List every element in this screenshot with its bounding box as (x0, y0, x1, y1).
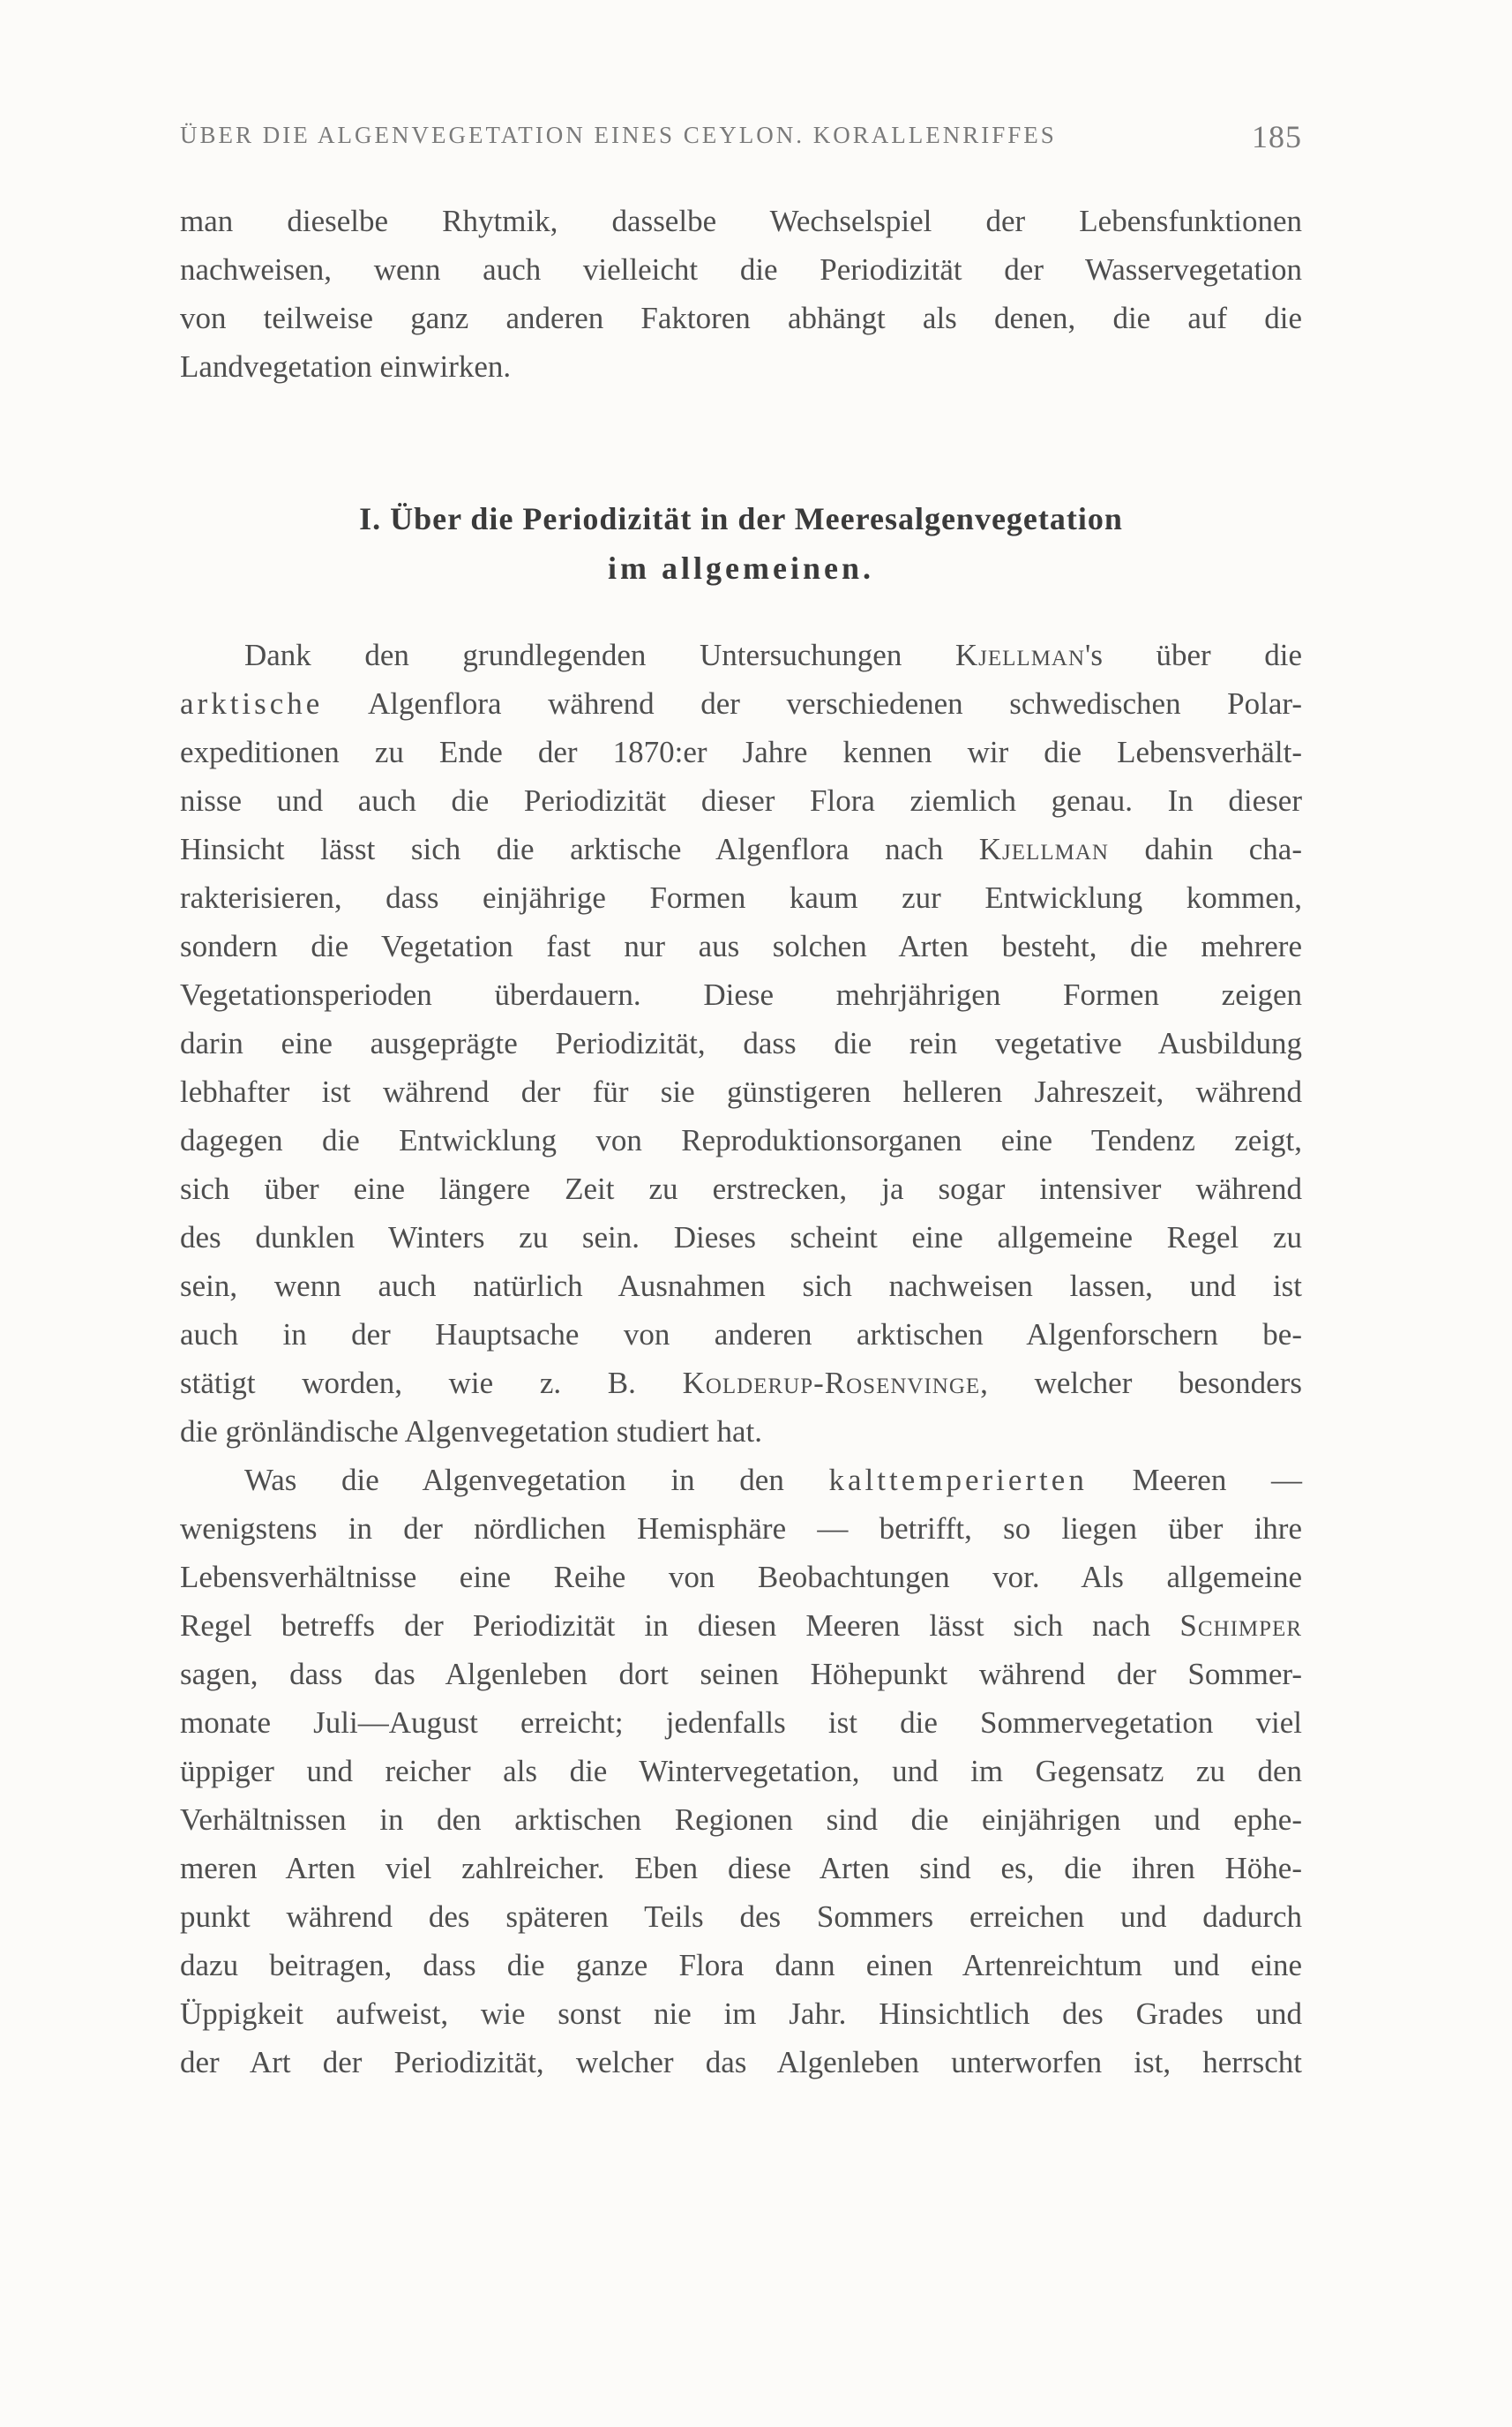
text-line: man dieselbe Rhytmik, dasselbe Wechselspiel der Lebensfunktionen (180, 204, 1302, 238)
text-line: Landvegetation einwirken. (180, 349, 512, 384)
text-line (244, 1458, 1302, 1502)
text-line: darin eine ausgeprägte Periodizität, dass die rein vegetative Ausbildung (180, 1026, 1302, 1060)
text-line: rakterisieren, dass einjährige Formen kaum zur Entwicklung kommen, (180, 880, 1302, 915)
text-line: nachweisen, wenn auch vielleicht die Periodizität der Wasservegetation (180, 252, 1302, 287)
text-line: sagen, dass das Algenleben dort seinen Höhepunkt während der Sommer- (180, 1657, 1302, 1691)
author-name: Kjellman (954, 638, 1086, 672)
author-name: Kolderup-Rosenvinge (682, 1366, 981, 1400)
text-line: der Art der Periodizität, welcher das Algenleben unterworfen ist, herrscht (180, 2045, 1302, 2079)
text-line: Vegetationsperioden überdauern. Diese mehrjährigen Formen zeigen (180, 978, 1302, 1012)
author-name: Kjellman (978, 832, 1109, 866)
text-line: dagegen die Entwicklung von Reproduktionsorganen eine Tendenz zeigt, (180, 1123, 1302, 1157)
text-line: lebhafter ist während der für sie günstigeren helleren Jahreszeit, während (180, 1075, 1302, 1109)
text-line: dazu beitragen, dass die ganze Flora dann einen Artenreichtum und eine (180, 1948, 1302, 1982)
text-line: nisse und auch die Periodizität dieser Flora ziemlich genau. In dieser (180, 783, 1302, 818)
text-run: Meeren — (1087, 1463, 1302, 1497)
text-run: dahin cha- (1108, 832, 1302, 866)
section-heading-line-2: im allgemeinen. (608, 551, 874, 586)
text-line: von teilweise ganz anderen Faktoren abhängt als denen, die auf die (180, 301, 1302, 335)
text-line: auch in der Hauptsache von anderen arktischen Algenforschern be- (180, 1317, 1302, 1352)
text-run: Regel betreffs der Periodizität in diesen Meeren lässt sich nach (180, 1608, 1180, 1643)
running-head (180, 119, 1302, 161)
text-line: Verhältnissen in den arktischen Regionen sind die einjährigen und ephe- (180, 1802, 1302, 1837)
text-line: punkt während des späteren Teils des Sommers erreichen und dadurch (180, 1899, 1302, 1934)
spaced-word: arktische (180, 686, 324, 721)
text-line: Üppigkeit aufweist, wie sonst nie im Jahr. Hinsichtlich des Grades und (180, 1996, 1302, 2031)
text-line: die grönländische Algenvegetation studiert hat. (180, 1414, 762, 1449)
text-line: sich über eine längere Zeit zu erstrecken, ja sogar intensiver während (180, 1172, 1302, 1206)
page-number: 185 (1252, 119, 1302, 154)
running-head-title: ÜBER DIE ALGENVEGETATION EINES CEYLON. KORALLENRIFFES (180, 122, 1057, 148)
text-line (180, 682, 1302, 726)
text-line: üppiger und reicher als die Wintervegetation, und im Gegensatz zu den (180, 1754, 1302, 1788)
text-line (180, 1361, 1302, 1405)
text-line: des dunklen Winters zu sein. Dieses scheint eine allgemeine Regel zu (180, 1220, 1302, 1255)
text-line: sein, wenn auch natürlich Ausnahmen sich nachweisen lassen, und ist (180, 1269, 1302, 1303)
author-name: Schimper (1179, 1608, 1302, 1643)
text-run: Was die Algenvegetation in den (244, 1463, 829, 1497)
text-line: sondern die Vegetation fast nur aus solchen Arten besteht, die mehrere (180, 929, 1302, 963)
text-run: Algenflora während der verschiedenen schwedischen Polar- (323, 686, 1302, 721)
text-run: 's über die (1085, 638, 1302, 672)
text-run: Hinsicht lässt sich die arktische Algenflora nach (180, 832, 979, 866)
section-heading-line-1: I. Über die Periodizität in der Meeresalgenvegetation (359, 501, 1123, 536)
text-line: Lebensverhältnisse eine Reihe von Beobachtungen vor. Als allgemeine (180, 1560, 1302, 1594)
text-line (244, 633, 1302, 678)
text-line: wenigstens in der nördlichen Hemisphäre — betrifft, so liegen über ihre (180, 1511, 1302, 1546)
text-line: meren Arten viel zahlreicher. Eben diese Arten sind es, die ihren Höhe- (180, 1851, 1302, 1885)
text-line: monate Juli—August erreicht; jedenfalls ist die Sommervegetation viel (180, 1705, 1302, 1740)
text-run: , welcher besonders (980, 1366, 1302, 1400)
text-line: expeditionen zu Ende der 1870:er Jahre kennen wir die Lebensverhält- (180, 735, 1302, 769)
text-run: Dank den grundlegenden Untersuchungen (244, 638, 955, 672)
text-line (180, 1604, 1302, 1648)
text-line (180, 828, 1302, 872)
text-run: stätigt worden, wie z. B. (180, 1366, 683, 1400)
spaced-word: kalttemperierten (828, 1463, 1088, 1497)
